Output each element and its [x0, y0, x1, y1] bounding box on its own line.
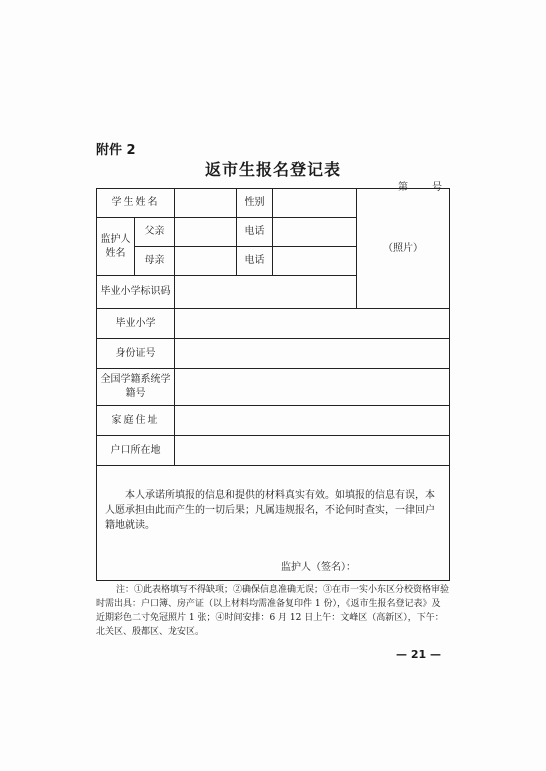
id-number-field[interactable]: [175, 339, 450, 369]
serial-di: 第: [398, 182, 408, 193]
father-name-field[interactable]: [175, 218, 237, 247]
footnote: 注：①此表格填写不得缺项；②确保信息准确无误；③在市一实小东区分校资格审验时需出具：户口簿、房产证（以上材料均需准备复印件 1 份），《返市生报名登记表》及近期彩色二寸免冠照片 1 张；④时间安排：6 月 12 日上午：文峰区（高新区），下午：北关区、殷都区、龙安区。: [96, 585, 450, 637]
form-title: 返市生报名登记表: [204, 160, 341, 179]
gender-field[interactable]: [273, 189, 357, 218]
hukou-field[interactable]: [175, 436, 450, 466]
id-number-label: 身份证号: [97, 339, 175, 369]
school-field[interactable]: [175, 309, 450, 339]
address-label: 家庭住址: [97, 406, 175, 436]
student-id-field[interactable]: [175, 369, 450, 406]
guardian-signature-label: 监护人（签名）：: [281, 562, 356, 573]
photo-area: （照片）: [357, 189, 450, 309]
school-code-label: 毕业小学标识码: [97, 276, 175, 309]
mother-name-field[interactable]: [175, 247, 237, 276]
declaration-text: 本人承诺所填报的信息和提供的材料真实有效。如填报的信息有误，本人愿承担由此而产生的一切后果；凡属违规报名，不论何时查实，一律回户籍地就读。: [105, 490, 435, 531]
page-number: — 21 —: [396, 648, 441, 661]
student-name-label: 学生姓名: [97, 189, 175, 218]
father-label: 父亲: [135, 218, 175, 247]
mother-label: 母亲: [135, 247, 175, 276]
school-code-field[interactable]: [175, 276, 357, 309]
father-phone-label: 电话: [237, 218, 273, 247]
student-name-field[interactable]: [175, 189, 237, 218]
mother-phone-label: 电话: [237, 247, 273, 276]
serial-hao: 号: [432, 182, 442, 193]
father-phone-field[interactable]: [273, 218, 357, 247]
hukou-label: 户口所在地: [97, 436, 175, 466]
attachment-label: 附件 2: [96, 143, 136, 158]
guardian-label: 监护人姓名: [97, 218, 135, 276]
address-field[interactable]: [175, 406, 450, 436]
mother-phone-field[interactable]: [273, 247, 357, 276]
gender-label: 性别: [237, 189, 273, 218]
declaration-cell: [97, 466, 450, 581]
registration-form-table: [96, 188, 450, 581]
school-label: 毕业小学: [97, 309, 175, 339]
student-id-label: 全国学籍系统学籍号: [97, 369, 175, 406]
